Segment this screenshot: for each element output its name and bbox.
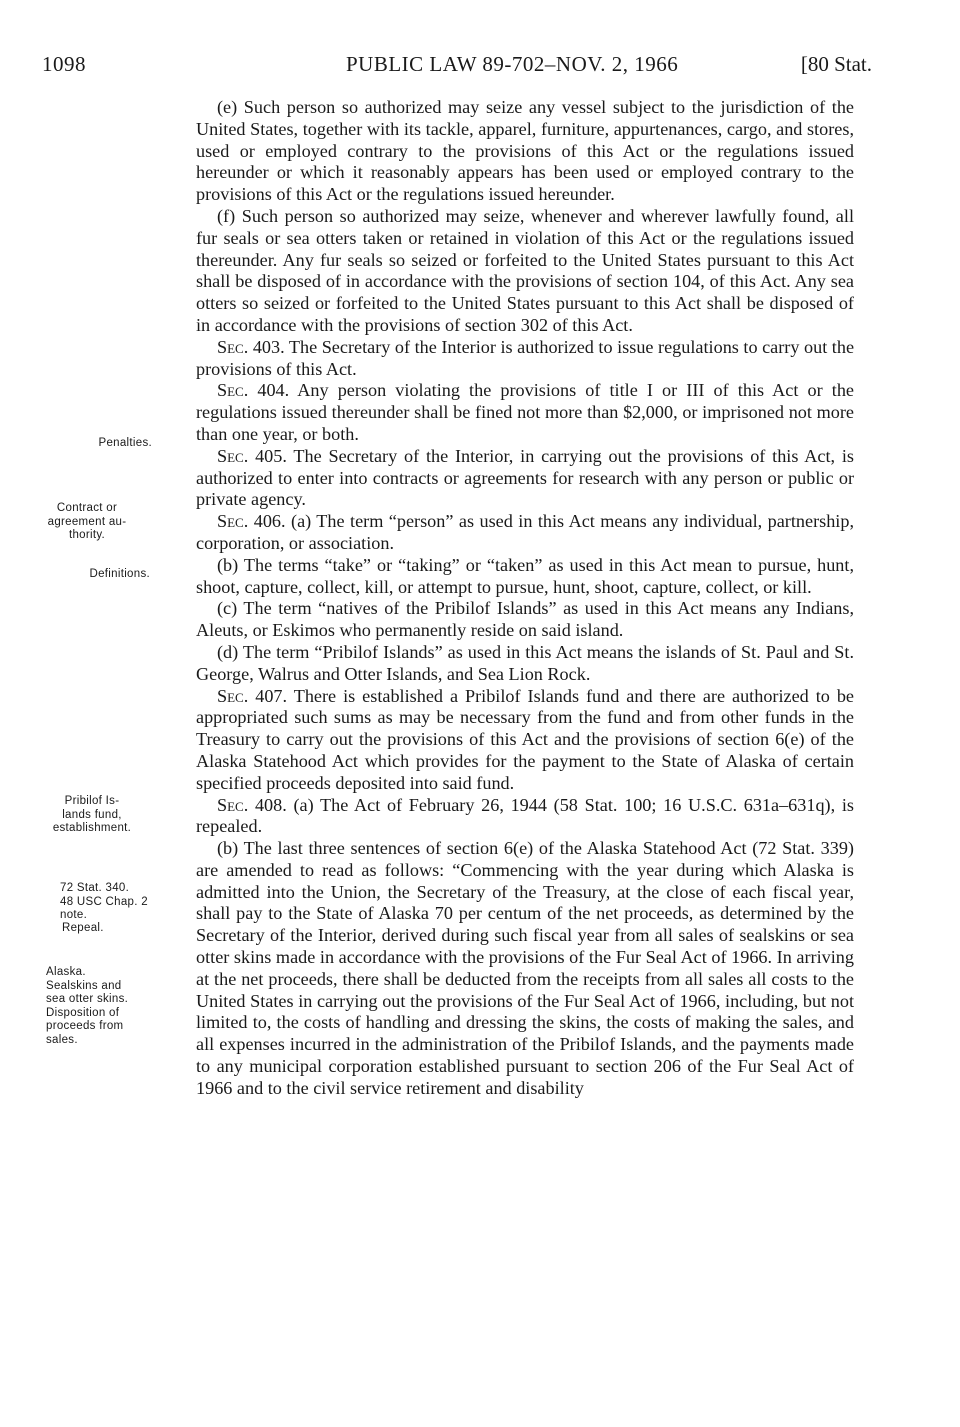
section-label: Sec. 407. (217, 685, 288, 706)
section-text: There is established a Pribilof Islands fund and there are authorized to be appropriated such sums as may be necessary from the fund and from other funds in the Treasury to carry out the provisions of this Act and the provisions of section 6(e) of the Alaska Statehood Act which provides for the payment to the State of Alaska of certain specified proceeds deposited into said fund. (196, 685, 854, 793)
margin-note-line: Definitions. (89, 568, 150, 580)
page-number: 1098 (42, 52, 86, 76)
section-text: (a) The term “person” as used in this Act means any individual, partnership, corporation, or association. (196, 511, 855, 553)
section-408a (196, 795, 854, 839)
margin-note-contract (22, 502, 152, 543)
margin-note-line: Pribilof Is- (64, 795, 120, 807)
section-406a (196, 511, 854, 555)
section-label: Sec. 408. (217, 794, 287, 815)
section-text: The Secretary of the Interior is authorized to issue regulations to carry out the provisions of this Act. (196, 336, 855, 379)
section-label: Sec. 403. (217, 336, 285, 357)
margin-note-repeal (62, 922, 202, 936)
margin-note-line: Repeal. (62, 922, 104, 934)
margin-note-line: establishment. (52, 822, 132, 834)
margin-note-line: Penalties. (98, 437, 152, 449)
section-406b: (b) The terms “take” or “taking” or “taken” as used in this Act mean to pursue, hunt, shoot, capture, collect, kill, or attempt to pursue, hunt, shoot, capture, collect, or kill. (196, 554, 854, 597)
section-403 (196, 337, 854, 381)
section-label: Sec. 405. (217, 445, 287, 466)
margin-note-line: agreement au- (47, 515, 127, 528)
margin-note-line: Sealskins and (46, 979, 122, 992)
margin-note-pribilof-fund (22, 795, 162, 836)
margin-note-line: Contract or (56, 502, 118, 514)
section-label: Sec. 404. (217, 380, 290, 401)
section-406c: (c) The term “natives of the Pribilof Islands” as used in this Act means any Indians, Aleuts, or Eskimos who permanently reside on said island. (196, 598, 854, 641)
section-text: The Secretary of the Interior, in carrying out the provisions of this Act, is authorized to enter into contracts or agreements for research with any person or public or private agency. (196, 445, 854, 510)
margin-note-line: sales. (46, 1033, 78, 1046)
section-text: (a) The Act of February 26, 1944 (58 Stat. 100; 16 U.S.C. 631a–631q), is repealed. (196, 794, 854, 837)
margin-note-penalties (28, 437, 152, 451)
section-408b: (b) The last three sentences of section 6(e) of the Alaska Statehood Act (72 Stat. 339) are amended to read as follows: “Commencing with the year during which Alaska is admitted into the Union, the Secretary of the Treasury, at the close of each fiscal year, shall pay to the State of Alaska 70 per centum of the net proceeds, as determined by the Secretary of the Interior, derived during such fiscal year from all sales of sealskins or sea otter skins made in accordance with the provisions of the Fur Seal Act of 1966. In arriving at the net proceeds, there shall be deducted from the receipts from all sales all costs to the United States in carrying out the provisions of the Fur Seal Act of 1966, including, but not limited to, the costs of handling and dressing the skins, the costs of making the sales, and all expenses incurred in the administration of the Pribilof Islands, and the payments made to any municipal corporation established pursuant to section 206 of the Fur Seal Act of 1966 and to the civil service retirement and disability (196, 838, 854, 1098)
paragraph-e: (e) Such person so authorized may seize any vessel subject to the jurisdiction of the United States, together with its tackle, apparel, furniture, appurtenances, cargo, and stores, used or employed contrary to the provisions of this Act or the regulations issued hereunder or which it reasonably appears has been used or employed contrary to the provisions of this Act or the regulations issued hereunder. (196, 97, 854, 205)
section-407 (196, 686, 854, 795)
section-text: Any person violating the provisions of title I or III of this Act or the regulations issued thereunder shall be fined not more than $2,000, or imprisoned not more than one year, or both. (196, 380, 854, 444)
margin-note-alaska (46, 966, 186, 1047)
margin-note-line: lands fund, (62, 808, 122, 821)
margin-note-line: thority. (68, 529, 106, 541)
page-header (42, 52, 872, 82)
margin-note-line: 72 Stat. 340. (60, 882, 130, 894)
margin-note-line: sea otter skins. (46, 993, 129, 1005)
margin-note-citation (60, 882, 200, 923)
section-405 (196, 446, 854, 511)
margin-note-line: 48 USC Chap. 2 (60, 895, 148, 908)
section-406d: (d) The term “Pribilof Islands” as used in this Act means the islands of St. Paul and St. George, Walrus and Otter Islands, and Sea Lion Rock. (196, 641, 854, 684)
section-404 (196, 380, 854, 445)
margin-note-line: Disposition of (46, 1006, 120, 1019)
volume-reference: [80 Stat. (800, 52, 872, 76)
statute-body (196, 97, 854, 1100)
margin-note-definitions (28, 568, 150, 582)
paragraph-f: (f) Such person so authorized may seize, whenever and wherever lawfully found, all fur seals or sea otters taken or retained in violation of this Act or the regulations issued thereunder. Any fur seals so seized or forfeited to the United States pursuant to this Act shall be disposed of in accordance with the provisions of section 104, of this Act. Any sea otters so seized or forfeited to the United States pursuant to this Act shall be disposed of in accordance with the provisions of section 302 of this Act. (196, 205, 854, 335)
running-title: PUBLIC LAW 89-702–NOV. 2, 1966 (346, 52, 679, 76)
margin-note-line: note. (60, 909, 88, 921)
section-label: Sec. 406. (217, 511, 286, 532)
margin-note-line: proceeds from (46, 1020, 124, 1032)
margin-note-line: Alaska. (46, 966, 86, 978)
